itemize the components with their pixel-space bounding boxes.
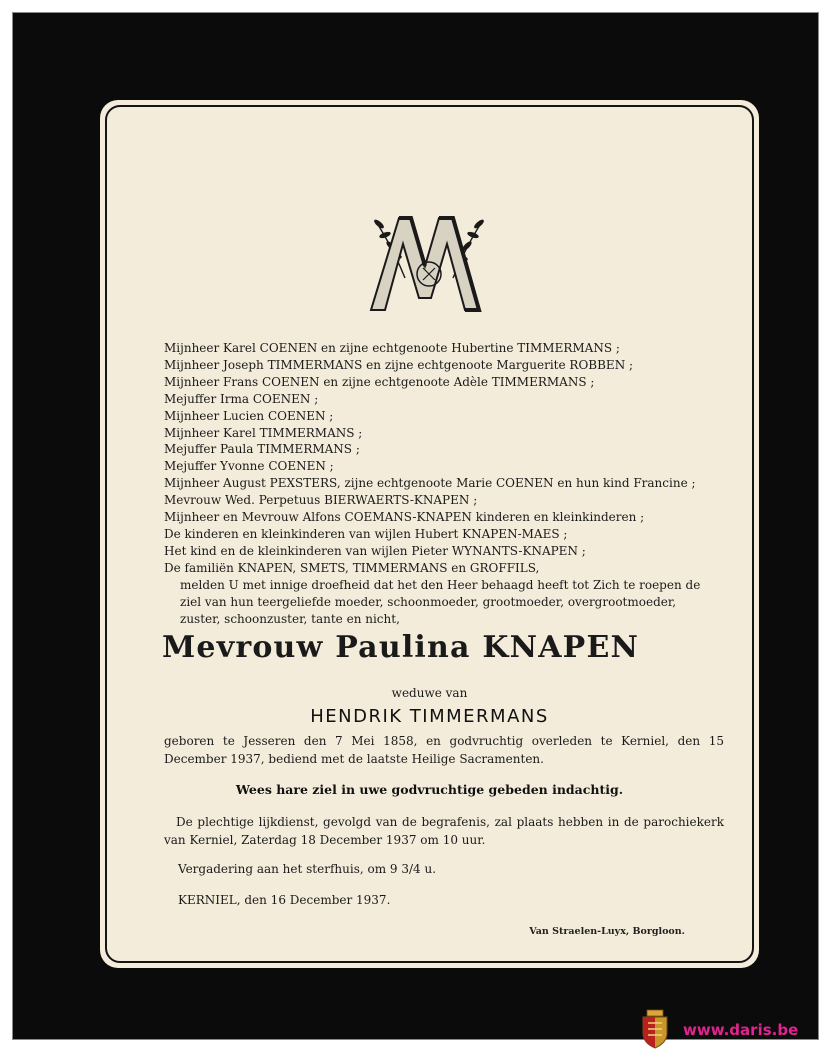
funeral-service-text: De plechtige lijkdienst, gevolgd van de begrafenis, zal plaats hebben in de parochiekerk van Kerniel, Zaterdag 18 December 1937 om 10 uur. bbox=[164, 815, 724, 847]
family-line: Mijnheer August PEXSTERS, zijne echtgenoote Marie COENEN en hun kind Francine ; bbox=[164, 476, 696, 491]
coat-of-arms-icon bbox=[639, 1009, 671, 1049]
family-line: Mijnheer en Mevrouw Alfons COEMANS-KNAPEN kinderen en kleinkinderen ; bbox=[164, 510, 645, 525]
scan-background bbox=[12, 12, 819, 1040]
prayer-text: Wees hare ziel in uwe godvruchtige gebeden indachtig. bbox=[235, 782, 624, 797]
family-line: Mejuffer Yvonne COENEN ; bbox=[164, 459, 334, 474]
family-line: Mijnheer Karel TIMMERMANS ; bbox=[164, 425, 363, 440]
monogram-wreath-icon bbox=[365, 208, 493, 318]
widow-label: weduwe van bbox=[391, 686, 468, 700]
watermark bbox=[639, 1009, 829, 1049]
deceased-name: Mevrouw Paulina KNAPEN bbox=[162, 630, 640, 665]
husband-name: HENDRIK TIMMERMANS bbox=[310, 706, 549, 727]
announcement-line: ziel van hun teergeliefde moeder, schoonmoeder, grootmoeder, overgrootmoeder, bbox=[180, 594, 677, 609]
family-line: Het kind en de kleinkinderen van wijlen Pieter WYNANTS-KNAPEN ; bbox=[164, 543, 586, 558]
family-line: Mevrouw Wed. Perpetuus BIERWAERTS-KNAPEN ; bbox=[164, 493, 478, 508]
family-line: De kinderen en kleinkinderen van wijlen Hubert KNAPEN-MAES ; bbox=[164, 526, 568, 541]
watermark-text[interactable]: www.daris.be bbox=[683, 1021, 799, 1039]
family-line: Mejuffer Paula TIMMERMANS ; bbox=[164, 442, 360, 457]
family-line: Mijnheer Frans COENEN en zijne echtgenoote Adèle TIMMERMANS ; bbox=[164, 374, 595, 389]
family-line: Mijnheer Lucien COENEN ; bbox=[164, 408, 334, 423]
announcement-line: melden U met innige droefheid dat het den Heer behaagd heeft tot Zich te roepen de bbox=[180, 577, 701, 592]
family-line: Mijnheer Karel COENEN en zijne echtgenoote Hubertine TIMMERMANS ; bbox=[164, 341, 620, 355]
printer-credit: Van Straelen-Luyx, Borgloon. bbox=[529, 926, 685, 937]
announcement-line: zuster, schoonzuster, tante en nicht, bbox=[180, 611, 400, 626]
place-date: KERNIEL, den 16 December 1937. bbox=[178, 893, 391, 907]
gathering-text: Vergadering aan het sterfhuis, om 9 3/4 u. bbox=[178, 862, 437, 876]
mourning-card bbox=[100, 100, 759, 968]
family-line: De familiën KNAPEN, SMETS, TIMMERMANS en GROFFILS, bbox=[164, 560, 540, 575]
family-line: Mijnheer Joseph TIMMERMANS en zijne echtgenoote Marguerite ROBBEN ; bbox=[164, 357, 634, 372]
birth-death-text: geboren te Jesseren den 7 Mei 1858, en godvruchtig overleden te Kerniel, den 15 December 1937, bediend met de laatste Heilige Sacramenten. bbox=[164, 734, 724, 766]
family-list bbox=[164, 340, 724, 627]
family-line: Mejuffer Irma COENEN ; bbox=[164, 391, 319, 406]
